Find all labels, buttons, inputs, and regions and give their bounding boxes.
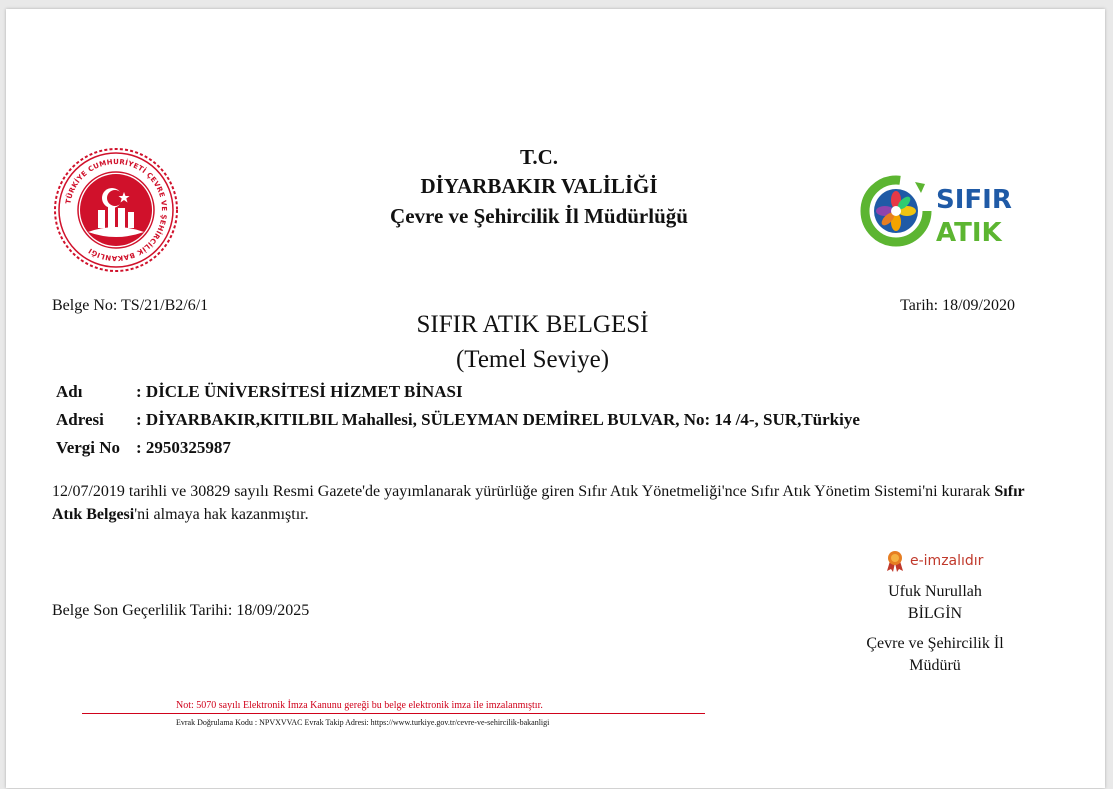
info-label-tax-no: Vergi No xyxy=(56,438,121,457)
body-text-part2: 'ni almaya hak kazanmıştır. xyxy=(134,506,309,523)
ministry-seal-icon xyxy=(52,146,180,274)
footer-divider xyxy=(82,713,705,714)
certificate-title: SIFIR ATIK BELGESİ xyxy=(416,311,649,338)
signer-name-last: BİLGİN xyxy=(907,605,963,622)
signer-block xyxy=(835,581,1035,677)
logo-text-sifir: SIFIR xyxy=(936,185,1012,215)
info-label-name: Adı xyxy=(56,382,83,401)
e-signature-badge xyxy=(886,550,983,572)
svg-text:TÜRKİYE CUMHURİYETİ ÇEVRE VE Ş: TÜRKİYE CUMHURİYETİ ÇEVRE VE ŞEHİRCİLİK BAKANLIĞI xyxy=(64,157,169,263)
header-tc: T.C. xyxy=(519,145,559,169)
signer-name-first: Ufuk Nurullah xyxy=(888,583,982,600)
document-page xyxy=(6,9,1105,788)
signer-title-line2: Müdürü xyxy=(909,657,961,674)
info-label-address: Adresi xyxy=(56,410,104,429)
body-text-part1: 12/07/2019 tarihli ve 30829 sayılı Resmi Gazete'de yayımlanarak yürürlüğe giren Sıfır Atık Yönetmeliği'nce Sıfır Atık Yönetim Sistemi'ni kurarak xyxy=(52,483,995,500)
body-text-bold: Sıfır Atık Belgesi xyxy=(52,483,1025,523)
info-value-address: : DİYARBAKIR,KITILBIL Mahallesi, SÜLEYMAN DEMİREL BULVAR, No: 14 /4-, SUR,Türkiye xyxy=(136,410,860,429)
header-directorate: Çevre ve Şehircilik İl Müdürlüğü xyxy=(390,204,688,228)
header-governorship: DİYARBAKIR VALİLİĞİ xyxy=(420,174,658,198)
info-value-name: : DİCLE ÜNİVERSİTESİ HİZMET BİNASI xyxy=(136,382,463,401)
certificate-subtitle: (Temel Seviye) xyxy=(455,346,610,373)
e-signed-label: e-imzalıdır xyxy=(910,553,984,569)
validity-date: Belge Son Geçerlilik Tarihi: 18/09/2025 xyxy=(52,602,310,619)
verification-code: Evrak Doğrulama Kodu : NPVXVVAC Evrak Takip Adresi: https://www.turkiye.gov.tr/cevre-ve-sehircilik-bakanligi xyxy=(176,718,550,727)
logo-text-atik: ATIK xyxy=(936,218,1002,248)
e-signature-legal-note: Not: 5070 sayılı Elektronik İmza Kanunu gereği bu belge elektronik imza ile imzalanmıştır. xyxy=(176,700,543,711)
sifir-atik-logo-icon xyxy=(858,172,1018,250)
document-number: Belge No: TS/21/B2/6/1 xyxy=(52,297,209,314)
certificate-body-text xyxy=(52,480,1032,526)
signer-title-line1: Çevre ve Şehircilik İl xyxy=(866,635,1004,652)
document-date: Tarih: 18/09/2020 xyxy=(900,297,1015,314)
ribbon-award-icon xyxy=(886,550,904,572)
info-value-tax-no: : 2950325987 xyxy=(136,438,231,457)
